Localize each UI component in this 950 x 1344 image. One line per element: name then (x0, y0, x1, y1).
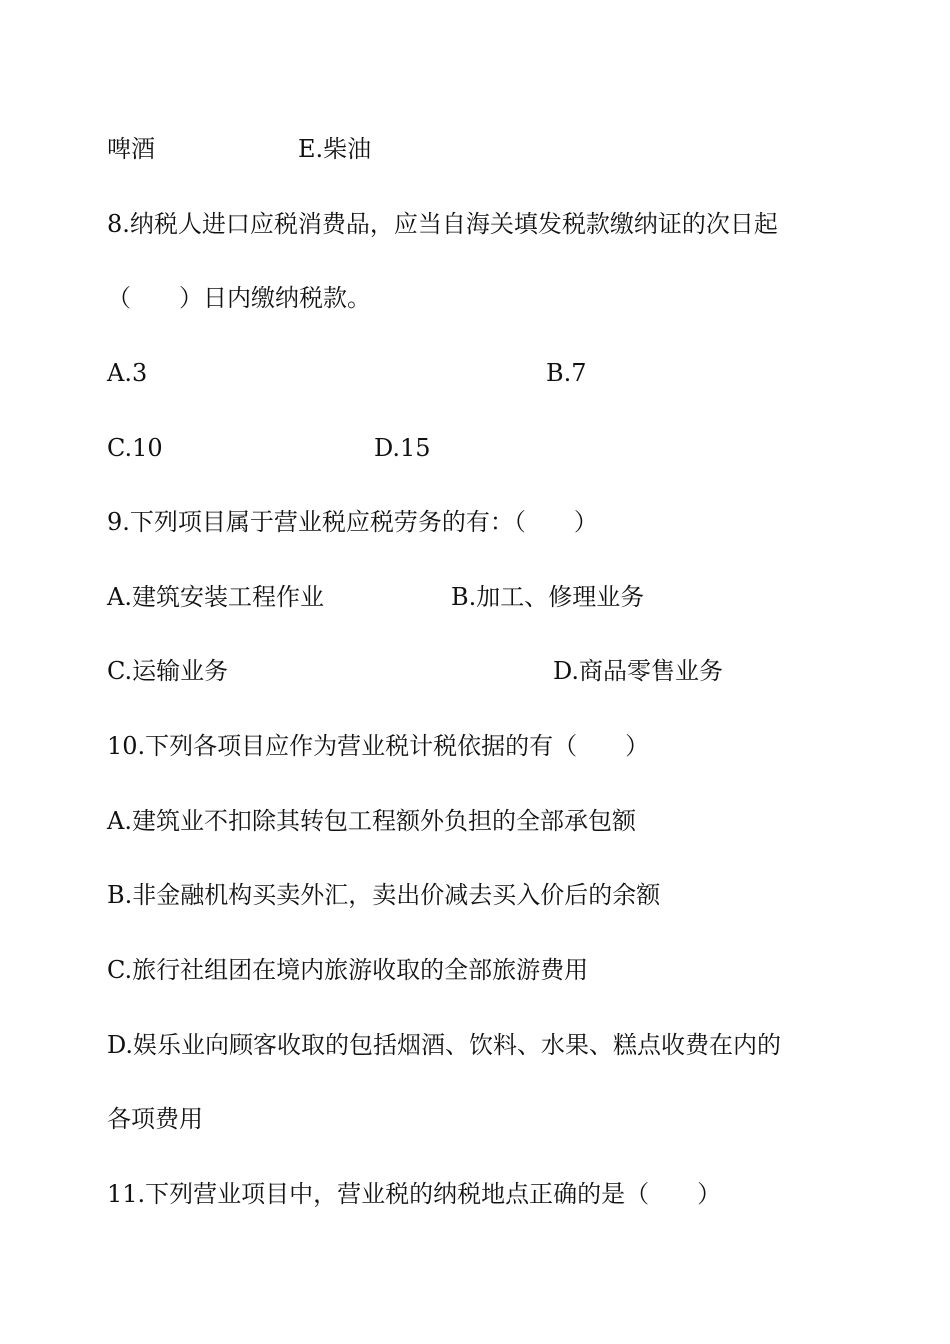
q8-option-b: B.7 (546, 359, 587, 387)
q8-option-c: C.10 (107, 434, 163, 462)
question-9-text: 9.下列项目属于营业税应税劳务的有：（ ） (107, 508, 598, 536)
q8-option-d: D.15 (374, 434, 431, 462)
q9-option-b: B.加工、修理业务 (451, 583, 645, 611)
option-beer: 啤酒 (107, 135, 155, 163)
q10-option-d: D.娱乐业向顾客收取的包括烟酒、饮料、水果、糕点收费在内的 (107, 1031, 782, 1059)
q10-option-d-cont: 各项费用 (107, 1105, 203, 1133)
q9-option-d: D.商品零售业务 (553, 657, 724, 685)
q9-option-c: C.运输业务 (107, 657, 229, 685)
q10-option-b: B.非金融机构买卖外汇，卖出价减去买入价后的余额 (107, 881, 661, 909)
q9-option-a: A.建筑安装工程作业 (107, 583, 324, 611)
q8-option-a: A.3 (107, 359, 148, 387)
question-10-text: 10.下列各项目应作为营业税计税依据的有（ ） (107, 732, 650, 760)
q10-option-c: C.旅行社组团在境内旅游收取的全部旅游费用 (107, 956, 589, 984)
question-8-text-cont: （ ）日内缴纳税款。 (107, 284, 371, 312)
option-e-diesel: E.柴油 (298, 135, 372, 163)
q10-option-a: A.建筑业不扣除其转包工程额外负担的全部承包额 (107, 807, 636, 835)
question-8-text: 8.纳税人进口应税消费品，应当自海关填发税款缴纳证的次日起 (107, 210, 778, 238)
question-11-text: 11.下列营业项目中，营业税的纳税地点正确的是（ ） (107, 1180, 722, 1208)
